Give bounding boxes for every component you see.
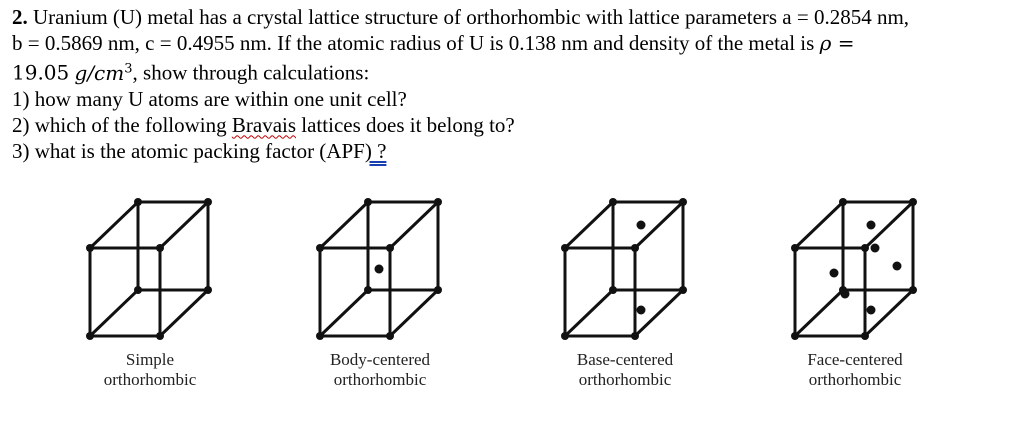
lattice-caption: Face-centered orthorhombic [807, 350, 903, 389]
density-value: 19.05 [12, 60, 70, 85]
rho-symbol: ρ = [819, 31, 855, 55]
lattice-caption: Base-centered orthorhombic [576, 350, 674, 389]
lattice-caption: Simple orthorhombic [103, 350, 197, 389]
question-number: 2. [12, 5, 28, 29]
question-intro: Uranium (U) metal has a crystal lattice structure of orthorhombic with lattice parameters a = 0.2854 nm, [33, 5, 910, 29]
question-line-1 [12, 4, 1018, 30]
body-centered-cube-icon [310, 190, 450, 342]
lattice-caption: Body-centered orthorhombic [329, 350, 431, 389]
base-centered-cube-icon [555, 190, 695, 342]
lattice-face-centered [765, 190, 945, 390]
sub-question-2: 2) which of the following Bravais lattices does it belong to? [12, 112, 515, 137]
lattice-simple [60, 190, 240, 390]
question-line-2 [12, 30, 1018, 56]
sub-question-3: 3) what is the atomic packing factor (APF) ? [12, 138, 387, 163]
question-text [12, 4, 1018, 164]
grammar-mark: ) ? [364, 138, 387, 163]
question-instruction: , show through calculations: [132, 60, 370, 85]
lattice-body-centered [290, 190, 470, 390]
sub-question-1: 1) how many U atoms are within one unit cell? [12, 86, 407, 111]
bravais-lattice-figures [0, 190, 1024, 400]
question-line-3 [12, 56, 1018, 86]
simple-cube-icon [80, 190, 220, 342]
lattice-base-centered [535, 190, 715, 390]
face-centered-cube-icon [785, 190, 925, 342]
density-unit: $g/cm^3$ [74, 60, 133, 85]
spellcheck-word: Bravais [231, 112, 297, 137]
question-params: b = 0.5869 nm, c = 0.4955 nm. If the atomic radius of U is 0.138 nm and density of the metal is [12, 31, 815, 55]
